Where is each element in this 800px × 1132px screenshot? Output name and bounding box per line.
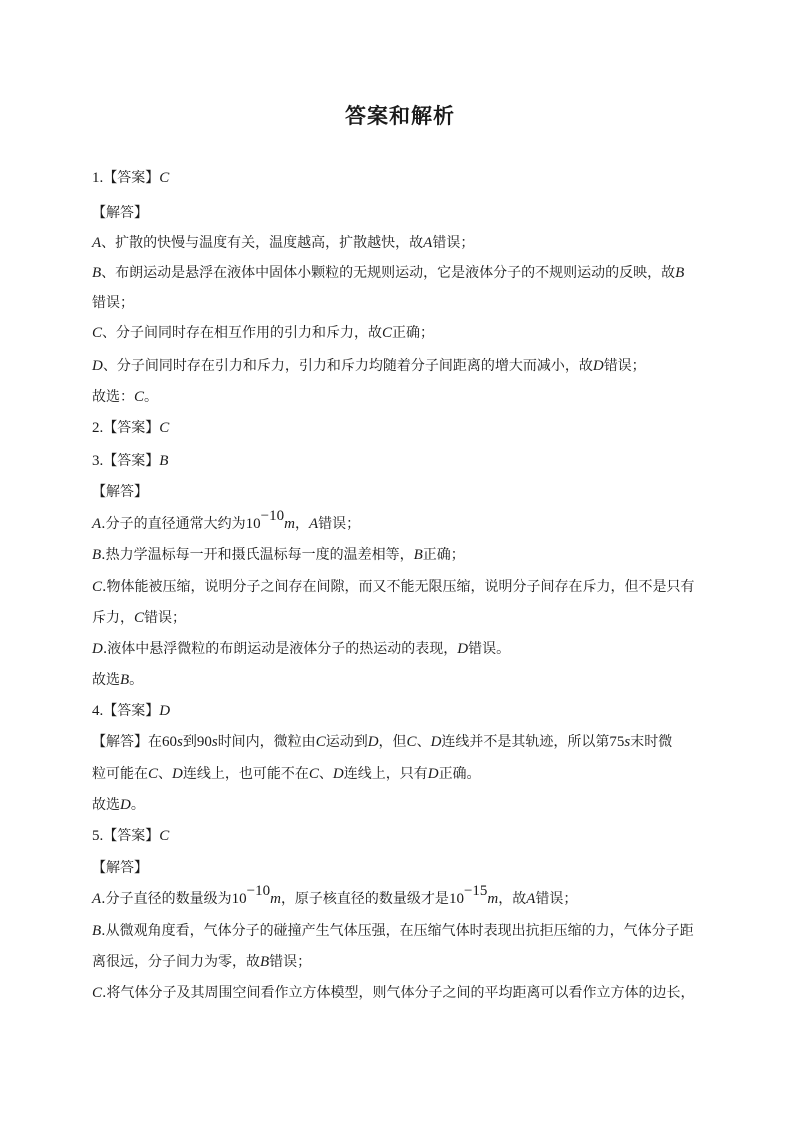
q5-solution-tag: 【解答】: [92, 860, 148, 876]
q4-selection: 故选D。: [92, 797, 145, 813]
q1-option-b-line2: 错误；: [92, 295, 134, 311]
q3-option-c-line2: 斥力，C错误；: [92, 610, 187, 626]
q5-option-b-line1: B.从微观角度看，气体分子的碰撞产生气体压强，在压缩气体时表现出抗拒压缩的力，气体分子距: [92, 923, 694, 939]
q1-option-d: D、分子间同时存在引力和斥力，引力和斥力均随着分子间距离的增大而减小，故D错误；: [92, 358, 646, 374]
q1-solution-tag: 【解答】: [92, 205, 148, 221]
q3-option-a: A.分子的直径通常大约为$10^{-10}m$，A错误；: [92, 508, 361, 532]
q1-answer-line: [92, 168, 169, 188]
q3-answer-line: 3.【答案】B: [92, 453, 169, 469]
q3-solution-tag: 【解答】: [92, 484, 148, 500]
answer-tag: 【答案】: [103, 170, 160, 186]
q3-selection: 故选B。: [92, 672, 144, 688]
q5-option-a: A.分子直径的数量级为$10^{-10}m$，原子核直径的数量级才是$10^{-15}m$，故A错误；: [92, 883, 578, 907]
q3-option-b: B.热力学温标每一开和摄氏温标每一度的温差相等，B正确；: [92, 547, 465, 563]
q4-solution-line1: 【解答】在60s到90s时间内，微粒由C运动到D，但C、D连线并不是其轨迹，所以第75s末时微: [92, 734, 673, 750]
q1-option-a: A、扩散的快慢与温度有关，温度越高，扩散越快，故A错误；: [92, 235, 475, 251]
q4-solution-line2: 粒可能在C、D连线上，也可能不在C、D连线上，只有D正确。: [92, 766, 481, 782]
q3-option-c-line1: C.物体能被压缩，说明分子之间存在间隙，而又不能无限压缩，说明分子间存在斥力，但不是只有: [92, 579, 695, 595]
page-title: 答案和解析: [345, 104, 455, 128]
q3-option-d: D.液体中悬浮微粒的布朗运动是液体分子的热运动的表现，D错误。: [92, 641, 511, 657]
q5-option-c-line1: C.将气体分子及其周围空间看作立方体模型，则气体分子之间的平均距离可以看作立方体的边长，: [92, 985, 695, 1001]
q1-selection: 故选：C。: [92, 389, 159, 405]
q5-option-b-line2: 离很远，分子间力为零，故B错误；: [92, 954, 312, 970]
q1-option-c: C、分子间同时存在相互作用的引力和斥力，故C正确；: [92, 325, 435, 341]
q5-answer-line: 5.【答案】C: [92, 828, 170, 844]
q4-answer-line: 4.【答案】D: [92, 703, 171, 719]
answer-letter: C: [159, 170, 170, 186]
q1-option-b-line1: B、布朗运动是悬浮在液体中固体小颗粒的无规则运动，它是液体分子的不规则运动的反映，故B: [92, 265, 685, 281]
question-number: 1.: [92, 170, 104, 186]
q2-answer-line: 2.【答案】C: [92, 420, 170, 436]
